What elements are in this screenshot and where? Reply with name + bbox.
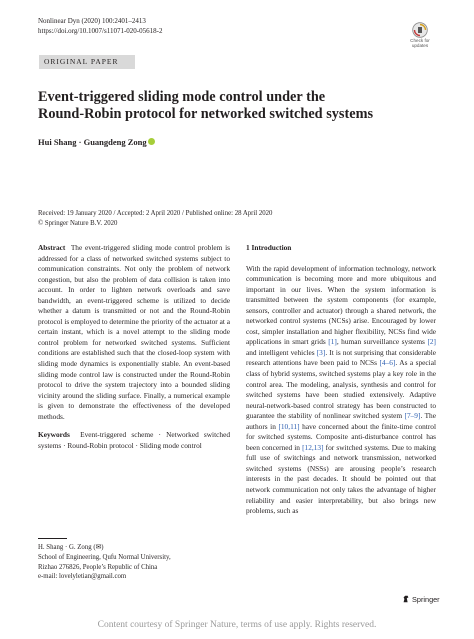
abstract-paragraph xyxy=(38,243,230,422)
article-title xyxy=(38,89,438,123)
citation-link[interactable]: [2] xyxy=(427,337,437,347)
affiliation-authors: H. Shang · G. Zong (✉) xyxy=(38,544,104,551)
intro-paragraph xyxy=(246,264,436,517)
publisher-name: Springer xyxy=(412,595,440,604)
intro-text: . It is not surprising that considerable research attentions have been paid to NCSs xyxy=(246,347,436,368)
citation-link[interactable]: [10,11] xyxy=(278,421,300,431)
citation-link[interactable]: [7–9] xyxy=(404,411,421,421)
citation-link[interactable]: [12,13] xyxy=(302,442,324,452)
left-column xyxy=(38,243,230,451)
abstract-text: The event-triggered sliding mode control problem is addressed for a class of networked switched systems subject to communication constraints. Not only the problem of network congestion, but also the problem of data collision is taken into account. In order to lighten network overloads and save bandwidth, an event-triggered scheme is utilized to decide whether a datum is transmitted or not and the Round-Robin protocol is employed to determine the priority of the actuator at a certain instant, which is a novel attempt to the sliding mode control problem for networked switched systems. Sufficient conditions are established such that the closed-loop system with sliding mode dynamics is exponentially stable. An event-based sliding mode control law is constructed under the Round-Robin protocol to drive the system trajectory into a bounded sliding vicinity around the sliding surface. Finally, a numerical example is given to demonstrate the effectiveness of the developed methods. xyxy=(38,243,230,421)
doi-link[interactable]: https://doi.org/10.1007/s11071-020-05618-2 xyxy=(38,26,163,35)
dates-line: Received: 19 January 2020 / Accepted: 2 April 2020 / Published online: 28 April 2020 xyxy=(38,210,273,217)
author-affiliation xyxy=(38,543,171,582)
keywords-text: Event-triggered scheme · Networked switched systems · Round-Robin protocol · Sliding mode control xyxy=(38,430,230,450)
journal-header xyxy=(38,17,162,36)
intro-text: . As a special class of hybrid systems, switched systems play a key role in the control area. The modeling, analysis, synthesis and control for switched systems have been studied extensively. Adaptive neural-network-based control strategy has been constructed to guarantee the stability of nonlinear switched system xyxy=(246,358,437,421)
intro-text: have concerned about the finite-time control for switched systems. Composite anti-disturbance control has been concerned in xyxy=(246,421,436,452)
citation-link[interactable]: [4–6] xyxy=(379,358,396,368)
badge-line-2: updates xyxy=(411,43,429,49)
affiliation-school: School of Engineering, Qufu Normal University, xyxy=(38,553,171,561)
badge-line-1: Check for xyxy=(410,38,430,43)
authors-text: Hui Shang · Guangdeng Zong xyxy=(38,137,147,147)
copyright-line: © Springer Nature B.V. 2020 xyxy=(38,219,118,227)
check-for-updates-badge[interactable] xyxy=(404,22,436,48)
affiliation-address: Rizhao 276826, People’s Republic of China xyxy=(38,563,158,571)
intro-text: , human surveillance systems xyxy=(336,337,428,347)
springer-horse-icon xyxy=(402,595,412,604)
keywords-label: Keywords xyxy=(38,430,70,440)
publisher-logo xyxy=(402,595,440,604)
abstract-label: Abstract xyxy=(38,243,66,252)
keywords-paragraph xyxy=(38,430,230,451)
affiliation-email[interactable]: e-mail: lovelyletian@gmail.com xyxy=(38,573,127,581)
right-column xyxy=(246,243,436,517)
intro-text: for switched systems. Due to making full use of switchings and network transmission, networked switched systems (NSSs) are arousing people’s research interests in the past decades. It should be pointed out that network communication not only takes the advantage of higher reliability and easier interpretability, but also brings new problems, such as xyxy=(246,442,436,516)
intro-text: With the rapid development of information technology, network communication is becoming more and more ubiquitous and important in our lives. When the system information is transmitted between the system components (for example, sensors, controller and actuator) through a shared network, the networked control systems (NCSs) arise. Encouraged by lower cost, simpler installation and higher flexibility, NCSs find wide applications in smart grids xyxy=(246,263,436,347)
check-for-updates-icon xyxy=(412,22,428,38)
publication-dates xyxy=(38,209,272,229)
article-type-tag: ORIGINAL PAPER xyxy=(39,55,135,69)
title-line-2: Round-Robin protocol for networked switched systems xyxy=(38,106,374,122)
citation-link[interactable]: [3] xyxy=(316,347,326,357)
intro-text: and intelligent vehicles xyxy=(246,347,317,357)
title-line-1: Event-triggered sliding mode control under the xyxy=(38,89,326,105)
author-list xyxy=(38,137,155,147)
orcid-icon[interactable] xyxy=(148,138,155,145)
intro-text: . The authors in xyxy=(246,411,436,431)
courtesy-footer: Content courtesy of Springer Nature, terms of use apply. Rights reserved. xyxy=(97,620,377,630)
section-heading: 1 Introduction xyxy=(246,243,292,252)
journal-citation: Nonlinear Dyn (2020) 100:2401–2413 xyxy=(38,17,146,25)
citation-link[interactable]: [1] xyxy=(328,337,337,347)
footnote-rule xyxy=(38,538,67,539)
